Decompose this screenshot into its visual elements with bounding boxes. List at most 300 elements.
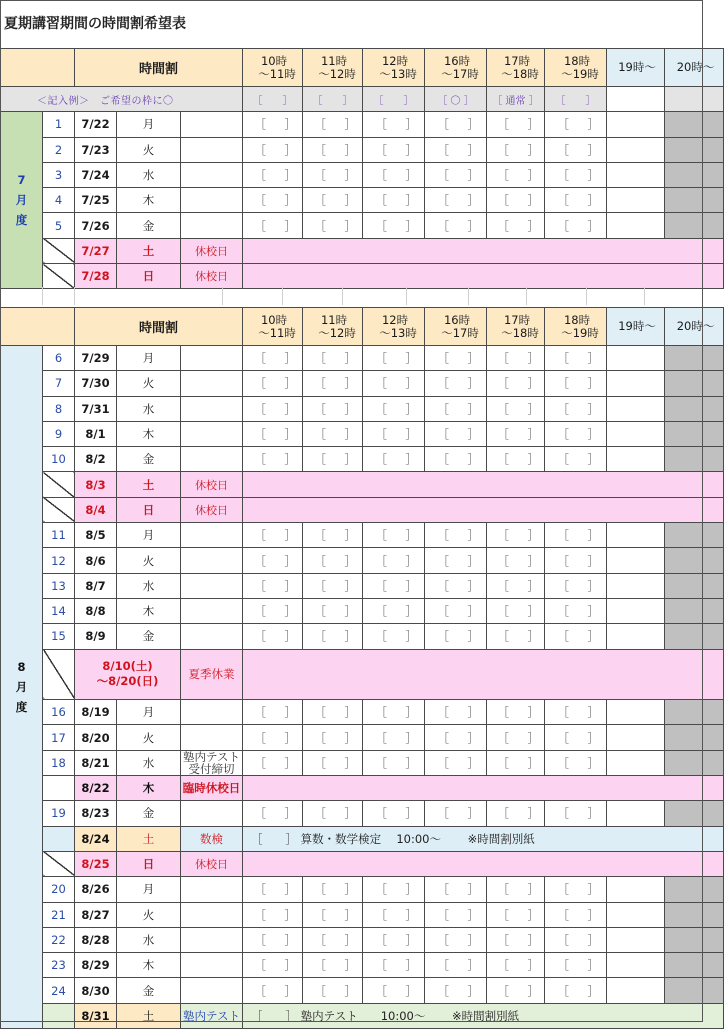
header-slot-start: 12時	[381, 53, 409, 68]
slot-checkbox[interactable]	[425, 725, 487, 750]
slot-checkbox[interactable]	[243, 801, 303, 826]
slot-checkbox[interactable]	[487, 346, 545, 371]
slot-open-bracket: ［	[437, 376, 450, 391]
slot-checkbox[interactable]	[363, 801, 425, 826]
slot-checkbox[interactable]	[487, 162, 545, 187]
slot-close-bracket: ］	[467, 882, 480, 897]
month-label-char: 度	[15, 213, 28, 228]
header-slot-end: ～13時	[379, 66, 417, 81]
slot-open-bracket: ［	[254, 401, 267, 416]
slot-checkbox[interactable]	[487, 877, 545, 902]
slot-open-bracket: ［	[497, 142, 510, 157]
table-row	[1, 750, 724, 775]
slot-checkbox[interactable]	[303, 371, 363, 396]
slot-checkbox[interactable]	[243, 548, 303, 573]
slot-checkbox[interactable]	[545, 346, 607, 371]
slot-checkbox[interactable]	[487, 523, 545, 548]
slot-checkbox[interactable]	[363, 624, 425, 649]
slot-checkbox[interactable]	[243, 700, 303, 725]
slot-open-bracket: ［	[254, 193, 267, 208]
row-number: 24	[43, 978, 75, 1003]
slot-close-bracket: ］	[527, 958, 540, 973]
slot-19[interactable]	[607, 725, 665, 750]
slot-checkbox[interactable]	[363, 877, 425, 902]
slot-checkbox[interactable]	[303, 112, 363, 137]
slot-close-bracket: ］	[587, 427, 600, 442]
slot-open-bracket: ［	[437, 578, 450, 593]
slot-checkbox[interactable]	[363, 953, 425, 978]
slot-checkbox[interactable]	[363, 598, 425, 623]
slot-open-bracket: ［	[437, 351, 450, 366]
slot-checkbox[interactable]	[363, 162, 425, 187]
slot-open-bracket: ［	[375, 193, 388, 208]
slot-checkbox[interactable]	[303, 877, 363, 902]
slot-checkbox[interactable]	[363, 421, 425, 446]
slot-checkbox[interactable]	[243, 421, 303, 446]
slot-checkbox[interactable]	[303, 137, 363, 162]
row-date: 8/20	[75, 725, 117, 750]
august-timetable	[0, 307, 724, 1029]
slot-checkbox[interactable]	[487, 801, 545, 826]
header-slot	[243, 308, 303, 346]
slot-checkbox[interactable]	[303, 598, 363, 623]
slot-checkbox[interactable]	[487, 213, 545, 238]
slot-open-bracket: ［	[254, 629, 267, 644]
table-row	[1, 137, 724, 162]
slot-checkbox[interactable]	[243, 396, 303, 421]
header-timetable-label: 時間割	[75, 308, 243, 346]
event-signup-field[interactable]: ［ ］ 塾内テスト 10:00～ ※時間割別紙	[243, 1003, 724, 1028]
slot-19[interactable]	[607, 548, 665, 573]
slot-checkbox[interactable]	[425, 573, 487, 598]
slot-checkbox[interactable]	[425, 137, 487, 162]
slot-checkbox[interactable]	[303, 700, 363, 725]
slot-open-bracket: ［	[254, 806, 267, 821]
slot-checkbox[interactable]	[487, 927, 545, 952]
row-date: 8/1	[75, 421, 117, 446]
slot-checkbox[interactable]	[243, 162, 303, 187]
slot-checkbox[interactable]	[425, 188, 487, 213]
slot-checkbox[interactable]	[425, 447, 487, 472]
slot-open-bracket: ［	[375, 983, 388, 998]
slot-19[interactable]	[607, 188, 665, 213]
header-slot-start: 18時	[563, 53, 591, 68]
slot-20-unavailable	[665, 700, 724, 725]
slot-close-bracket: ］	[405, 401, 418, 416]
slot-checkbox[interactable]	[303, 725, 363, 750]
slot-checkbox[interactable]	[243, 112, 303, 137]
slot-close-bracket: ］	[527, 351, 540, 366]
slot-checkbox[interactable]	[545, 877, 607, 902]
header-slot	[425, 49, 487, 87]
slot-open-bracket: ［	[314, 629, 327, 644]
slot-close-bracket: ］	[284, 553, 297, 568]
slot-19[interactable]	[607, 598, 665, 623]
slot-checkbox[interactable]	[487, 978, 545, 1003]
row-weekday: 土	[117, 1003, 181, 1028]
header-slot-end: ～12時	[318, 325, 356, 340]
slot-open-bracket: ［	[497, 218, 510, 233]
slot-checkbox[interactable]	[303, 188, 363, 213]
slot-open-bracket: ［	[314, 218, 327, 233]
row-date: 7/26	[75, 213, 117, 238]
slot-checkbox[interactable]	[243, 750, 303, 775]
slot-19[interactable]	[607, 927, 665, 952]
table-row	[1, 573, 724, 598]
slot-checkbox[interactable]	[545, 801, 607, 826]
slot-19[interactable]	[607, 902, 665, 927]
slot-close-bracket: ］	[527, 705, 540, 720]
slot-checkbox[interactable]	[363, 137, 425, 162]
slot-checkbox[interactable]	[243, 346, 303, 371]
table-row	[1, 927, 724, 952]
row-note	[181, 188, 243, 213]
slot-checkbox[interactable]	[243, 902, 303, 927]
slot-close-bracket: ］	[527, 907, 540, 922]
slot-checkbox[interactable]	[303, 953, 363, 978]
slot-close-bracket: ］	[467, 629, 480, 644]
row-note	[181, 548, 243, 573]
slot-checkbox[interactable]	[425, 421, 487, 446]
slot-19[interactable]	[607, 700, 665, 725]
slot-checkbox[interactable]	[545, 188, 607, 213]
slot-checkbox[interactable]	[545, 624, 607, 649]
slot-checkbox[interactable]	[243, 447, 303, 472]
header-slot-start: 10時	[260, 53, 288, 68]
row-number: 13	[43, 573, 75, 598]
slot-close-bracket: ］	[344, 218, 357, 233]
slot-checkbox[interactable]	[545, 447, 607, 472]
slot-checkbox[interactable]	[363, 902, 425, 927]
slot-close-bracket: ］	[467, 604, 480, 619]
row-number: 15	[43, 624, 75, 649]
slot-20-unavailable	[665, 548, 724, 573]
slot-checkbox[interactable]	[487, 700, 545, 725]
slot-19[interactable]	[607, 953, 665, 978]
slot-close-bracket: ］	[587, 705, 600, 720]
slot-checkbox[interactable]	[487, 598, 545, 623]
row-date: 7/29	[75, 346, 117, 371]
slot-checkbox[interactable]	[425, 112, 487, 137]
slot-checkbox[interactable]	[425, 624, 487, 649]
slot-19[interactable]	[607, 112, 665, 137]
slot-checkbox[interactable]	[243, 624, 303, 649]
slot-checkbox[interactable]	[243, 573, 303, 598]
slot-19[interactable]	[607, 624, 665, 649]
example-slot: ［ 通常 ］	[487, 87, 545, 112]
slot-19[interactable]	[607, 523, 665, 548]
slot-checkbox[interactable]	[487, 750, 545, 775]
slot-checkbox[interactable]	[363, 396, 425, 421]
slot-checkbox[interactable]	[363, 978, 425, 1003]
slot-close-bracket: ］	[527, 553, 540, 568]
slot-checkbox[interactable]	[545, 421, 607, 446]
slot-checkbox[interactable]	[545, 137, 607, 162]
slot-checkbox[interactable]	[545, 548, 607, 573]
slot-checkbox[interactable]	[363, 725, 425, 750]
row-weekday: 土	[117, 472, 181, 497]
slot-checkbox[interactable]	[303, 624, 363, 649]
table-row	[1, 902, 724, 927]
slot-checkbox[interactable]	[303, 573, 363, 598]
slot-checkbox[interactable]	[545, 725, 607, 750]
slot-checkbox[interactable]	[243, 371, 303, 396]
slot-close-bracket: ］	[284, 907, 297, 922]
slot-checkbox[interactable]	[487, 953, 545, 978]
slot-open-bracket: ［	[375, 218, 388, 233]
slot-checkbox[interactable]	[363, 927, 425, 952]
slot-close-bracket: ］	[405, 806, 418, 821]
slot-checkbox[interactable]	[363, 371, 425, 396]
slot-19[interactable]	[607, 396, 665, 421]
slot-checkbox[interactable]	[303, 421, 363, 446]
row-note	[181, 396, 243, 421]
slot-close-bracket: ］	[405, 629, 418, 644]
row-weekday: 月	[117, 700, 181, 725]
slot-checkbox[interactable]	[425, 213, 487, 238]
slot-close-bracket: ］	[527, 528, 540, 543]
row-number: 18	[43, 750, 75, 775]
row-note	[181, 162, 243, 187]
slot-checkbox[interactable]	[363, 700, 425, 725]
slot-close-bracket: ］	[405, 193, 418, 208]
slot-checkbox[interactable]	[487, 902, 545, 927]
slot-close-bracket: ］	[284, 730, 297, 745]
slot-close-bracket: ］	[284, 983, 297, 998]
slot-checkbox[interactable]	[487, 421, 545, 446]
slot-checkbox[interactable]	[425, 978, 487, 1003]
table-row	[1, 953, 724, 978]
slot-checkbox[interactable]	[487, 396, 545, 421]
slot-close-bracket: ］	[467, 730, 480, 745]
slot-19[interactable]	[607, 137, 665, 162]
slot-19[interactable]	[607, 877, 665, 902]
slot-checkbox[interactable]	[363, 112, 425, 137]
slot-checkbox[interactable]	[303, 750, 363, 775]
slot-19[interactable]	[607, 213, 665, 238]
slot-checkbox[interactable]	[363, 573, 425, 598]
slot-checkbox[interactable]	[363, 523, 425, 548]
slot-close-bracket: ］	[405, 218, 418, 233]
slot-19[interactable]	[607, 750, 665, 775]
slot-checkbox[interactable]	[425, 396, 487, 421]
slot-checkbox[interactable]	[487, 188, 545, 213]
slot-checkbox[interactable]	[243, 213, 303, 238]
slot-19[interactable]	[607, 371, 665, 396]
slot-open-bracket: ［	[375, 755, 388, 770]
slot-checkbox[interactable]	[243, 725, 303, 750]
slot-checkbox[interactable]	[243, 188, 303, 213]
slot-20-unavailable	[665, 902, 724, 927]
slot-open-bracket: ［	[375, 578, 388, 593]
slot-open-bracket: ［	[314, 604, 327, 619]
slot-checkbox[interactable]	[243, 927, 303, 952]
slot-close-bracket: ］	[527, 142, 540, 157]
slot-20-unavailable	[665, 801, 724, 826]
slot-close-bracket: ］	[284, 351, 297, 366]
holiday-fill	[243, 776, 724, 801]
slot-checkbox[interactable]	[425, 927, 487, 952]
slot-checkbox[interactable]	[425, 371, 487, 396]
row-date: 8/31	[75, 1003, 117, 1028]
slot-checkbox[interactable]	[243, 598, 303, 623]
slot-open-bracket: ［	[254, 882, 267, 897]
slot-checkbox[interactable]	[545, 927, 607, 952]
holiday-note: 休校日	[181, 497, 243, 522]
slot-19[interactable]	[607, 346, 665, 371]
slot-checkbox[interactable]	[303, 447, 363, 472]
slot-checkbox[interactable]	[303, 162, 363, 187]
slot-checkbox[interactable]	[425, 953, 487, 978]
slot-checkbox[interactable]	[487, 371, 545, 396]
slot-open-bracket: ［	[497, 882, 510, 897]
slot-checkbox[interactable]	[243, 877, 303, 902]
page-title: 夏期講習期間の時間割希望表	[4, 16, 186, 32]
slot-checkbox[interactable]	[545, 573, 607, 598]
slot-close-bracket: ］	[284, 427, 297, 442]
row-note	[181, 523, 243, 548]
slot-checkbox[interactable]	[545, 523, 607, 548]
slot-checkbox[interactable]	[545, 396, 607, 421]
slot-checkbox[interactable]	[303, 902, 363, 927]
slot-open-bracket: ［	[437, 755, 450, 770]
slot-19[interactable]	[607, 162, 665, 187]
slot-checkbox[interactable]	[303, 801, 363, 826]
slot-checkbox[interactable]	[425, 162, 487, 187]
slot-close-bracket: ］	[344, 401, 357, 416]
slot-open-bracket: ［	[314, 806, 327, 821]
slot-checkbox[interactable]	[545, 598, 607, 623]
slot-checkbox[interactable]	[363, 213, 425, 238]
slot-checkbox[interactable]	[363, 750, 425, 775]
slot-open-bracket: ［	[557, 629, 570, 644]
slot-close-bracket: ］	[587, 806, 600, 821]
slot-close-bracket: ］	[527, 882, 540, 897]
slot-checkbox[interactable]	[425, 902, 487, 927]
slot-open-bracket: ［	[314, 755, 327, 770]
slot-checkbox[interactable]	[487, 725, 545, 750]
slot-close-bracket: ］	[527, 427, 540, 442]
slot-checkbox[interactable]	[545, 162, 607, 187]
slot-19[interactable]	[607, 447, 665, 472]
slot-close-bracket: ］	[344, 193, 357, 208]
slot-checkbox[interactable]	[425, 801, 487, 826]
header-slot-end: ～19時	[561, 325, 599, 340]
slot-checkbox[interactable]	[425, 750, 487, 775]
slot-checkbox[interactable]	[303, 213, 363, 238]
slot-checkbox[interactable]	[243, 137, 303, 162]
slot-19[interactable]	[607, 978, 665, 1003]
slot-checkbox[interactable]	[425, 877, 487, 902]
slot-checkbox[interactable]	[303, 346, 363, 371]
month-label-char: 8	[17, 660, 26, 674]
slot-open-bracket: ［	[497, 755, 510, 770]
slot-checkbox[interactable]	[243, 523, 303, 548]
slot-checkbox[interactable]	[425, 346, 487, 371]
header-slot-start: 12時	[381, 312, 409, 327]
slot-20-unavailable	[665, 346, 724, 371]
slot-checkbox[interactable]	[545, 112, 607, 137]
slot-checkbox[interactable]	[545, 213, 607, 238]
slot-checkbox[interactable]	[545, 953, 607, 978]
slot-open-bracket: ［	[314, 932, 327, 947]
slot-checkbox[interactable]	[363, 548, 425, 573]
header-slot	[487, 308, 545, 346]
slot-open-bracket: ［	[437, 806, 450, 821]
table-row	[1, 188, 724, 213]
slot-checkbox[interactable]	[545, 750, 607, 775]
row-weekday: 月	[117, 523, 181, 548]
slot-close-bracket: ］	[467, 218, 480, 233]
slot-open-bracket: ［	[557, 604, 570, 619]
slot-checkbox[interactable]	[487, 624, 545, 649]
slot-close-bracket: ］	[284, 376, 297, 391]
slot-19[interactable]	[607, 801, 665, 826]
slot-checkbox[interactable]	[425, 598, 487, 623]
slot-checkbox[interactable]	[243, 953, 303, 978]
slot-20-unavailable	[665, 137, 724, 162]
slot-close-bracket: ］	[467, 452, 480, 467]
slot-open-bracket: ［	[557, 452, 570, 467]
slot-checkbox[interactable]	[303, 927, 363, 952]
row-note	[181, 598, 243, 623]
slot-open-bracket: ［	[254, 218, 267, 233]
row-weekday: 土	[117, 826, 181, 851]
slot-checkbox[interactable]	[363, 447, 425, 472]
slot-19[interactable]	[607, 421, 665, 446]
slot-checkbox[interactable]	[487, 112, 545, 137]
slot-checkbox[interactable]	[363, 346, 425, 371]
row-date: 7/31	[75, 396, 117, 421]
slot-checkbox[interactable]	[425, 700, 487, 725]
row-number-empty	[43, 851, 75, 876]
row-weekday: 金	[117, 624, 181, 649]
slot-close-bracket: ］	[284, 755, 297, 770]
row-date: 8/2	[75, 447, 117, 472]
slot-open-bracket: ［	[437, 983, 450, 998]
slot-checkbox[interactable]	[545, 978, 607, 1003]
slot-checkbox[interactable]	[487, 548, 545, 573]
table-row	[1, 162, 724, 187]
header-slot	[363, 308, 425, 346]
slot-checkbox[interactable]	[363, 188, 425, 213]
row-weekday: 水	[117, 573, 181, 598]
slot-checkbox[interactable]	[303, 978, 363, 1003]
slot-checkbox[interactable]	[545, 902, 607, 927]
slot-checkbox[interactable]	[303, 548, 363, 573]
slot-close-bracket: ］	[284, 958, 297, 973]
slot-checkbox[interactable]	[487, 573, 545, 598]
slot-close-bracket: ］	[467, 578, 480, 593]
slot-checkbox[interactable]	[303, 396, 363, 421]
slot-checkbox[interactable]	[487, 447, 545, 472]
slot-close-bracket: ］	[284, 401, 297, 416]
slot-checkbox[interactable]	[303, 523, 363, 548]
slot-19[interactable]	[607, 573, 665, 598]
slot-open-bracket: ［	[557, 705, 570, 720]
slot-close-bracket: ］	[405, 142, 418, 157]
slot-checkbox[interactable]	[425, 523, 487, 548]
row-date-range	[75, 649, 181, 700]
slot-open-bracket: ［	[497, 427, 510, 442]
event-signup-field[interactable]: ［ ］ 算数・数学検定 10:00～ ※時間割別紙	[243, 826, 724, 851]
slot-open-bracket: ［	[314, 705, 327, 720]
slot-checkbox[interactable]	[243, 978, 303, 1003]
slot-checkbox[interactable]	[425, 548, 487, 573]
slot-checkbox[interactable]	[487, 137, 545, 162]
slot-checkbox[interactable]	[545, 371, 607, 396]
slot-checkbox[interactable]	[545, 700, 607, 725]
